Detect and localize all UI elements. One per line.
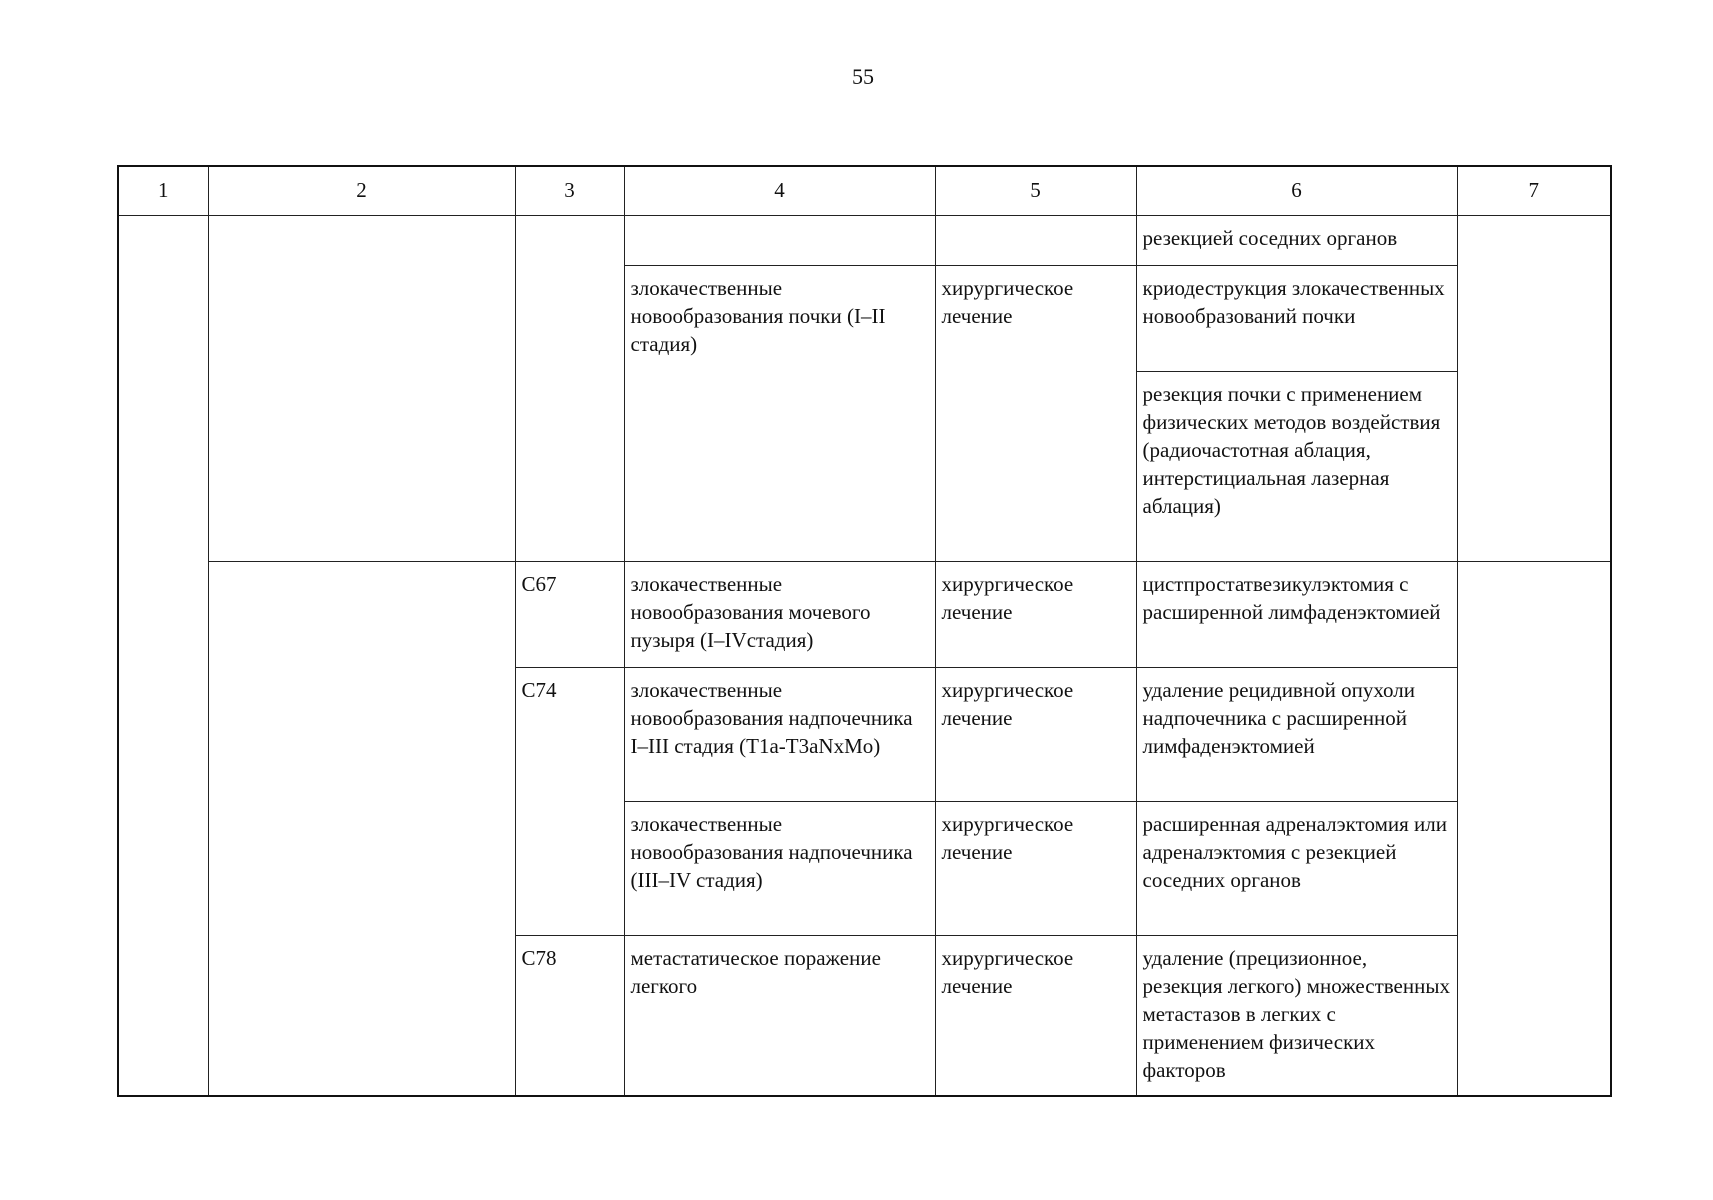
cell-col-4: злокачественные новообразования мочевого пузыря (I–IVстадия)	[624, 562, 935, 668]
cell-col-3: C78	[515, 936, 624, 1096]
cell-col-3	[515, 216, 624, 562]
cell-col-4: злокачественные новообразования почки (I–II стадия)	[624, 266, 935, 562]
cell-col-5: хирургическое лечение	[935, 668, 1136, 802]
table-row	[118, 562, 1611, 668]
cell-col-5: хирургическое лечение	[935, 562, 1136, 668]
cell-col-2	[208, 216, 515, 562]
header-col-7: 7	[1457, 166, 1611, 216]
header-col-3: 3	[515, 166, 624, 216]
table-row	[118, 216, 1611, 266]
cell-col-6: цистпростатвезикулэктомия с расширенной лимфаденэктомией	[1136, 562, 1457, 668]
cell-col-6: расширенная адреналэктомия или адреналэктомия с резекцией соседних органов	[1136, 802, 1457, 936]
cell-col-4: злокачественные новообразования надпочечника I–III стадия (T1a-T3aNxMo)	[624, 668, 935, 802]
cell-col-6: резекция почки с применением физических методов воздействия (радиочастотная аблация, интерстициальная лазерная аблация)	[1136, 372, 1457, 562]
header-col-4: 4	[624, 166, 935, 216]
cell-col-4: злокачественные новообразования надпочечника (III–IV стадия)	[624, 802, 935, 936]
header-col-5: 5	[935, 166, 1136, 216]
header-col-1: 1	[118, 166, 208, 216]
cell-col-6: криодеструкция злокачественных новообразований почки	[1136, 266, 1457, 372]
table-header-row	[118, 166, 1611, 216]
cell-col-7	[1457, 562, 1611, 1096]
cell-col-2	[208, 562, 515, 1096]
cell-col-5: хирургическое лечение	[935, 802, 1136, 936]
header-col-2: 2	[208, 166, 515, 216]
cell-col-7	[1457, 216, 1611, 562]
cell-col-6: удаление рецидивной опухоли надпочечника с расширенной лимфаденэктомией	[1136, 668, 1457, 802]
cell-col-5: хирургическое лечение	[935, 936, 1136, 1096]
cell-col-5	[935, 216, 1136, 266]
procedures-table	[117, 165, 1612, 1097]
cell-col-3: C67	[515, 562, 624, 668]
cell-col-1	[118, 216, 208, 1096]
page-number: 55	[852, 64, 874, 89]
cell-col-6: удаление (прецизионное, резекция легкого) множественных метастазов в легких с применением физических факторов	[1136, 936, 1457, 1096]
cell-col-4	[624, 216, 935, 266]
cell-col-6: резекцией соседних органов	[1136, 216, 1457, 266]
header-col-6: 6	[1136, 166, 1457, 216]
cell-col-4: метастатическое поражение легкого	[624, 936, 935, 1096]
cell-col-5: хирургическое лечение	[935, 266, 1136, 562]
cell-col-3: C74	[515, 668, 624, 936]
